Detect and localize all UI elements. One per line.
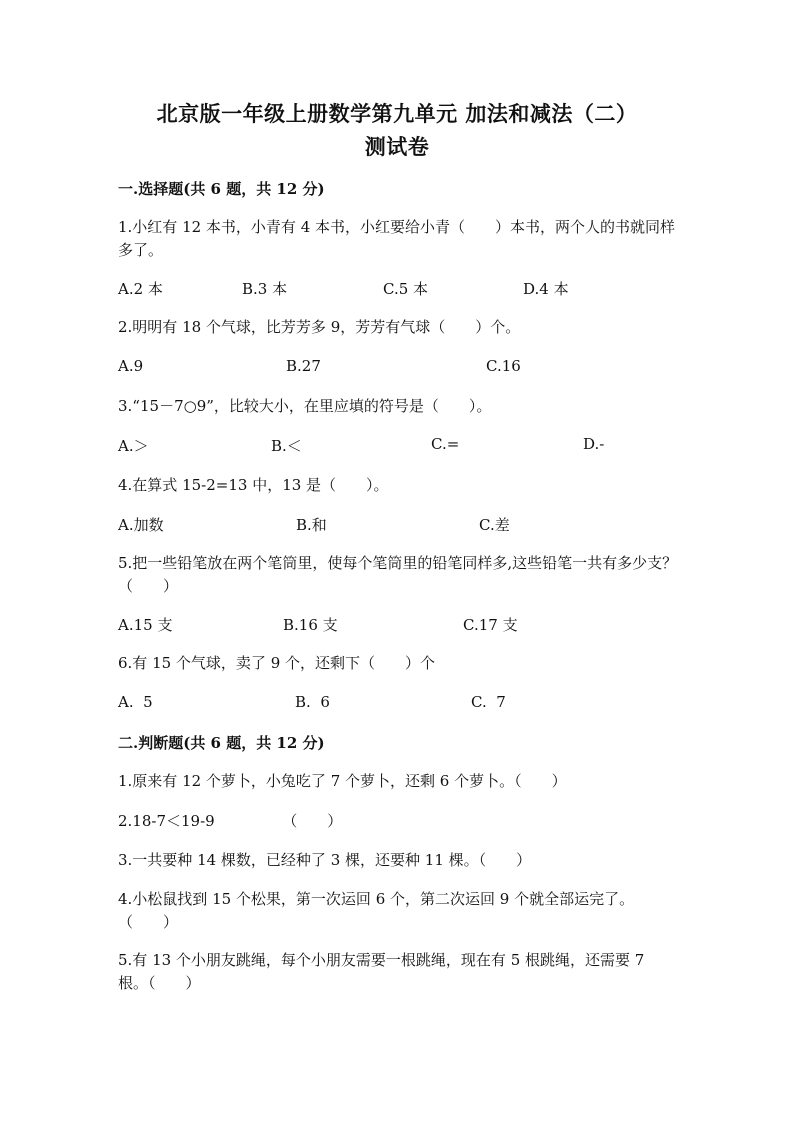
option-c: C.16 [486, 357, 521, 375]
page-subtitle: 测试卷 [364, 134, 430, 159]
option-a: A.15 支 [118, 616, 173, 634]
option-a: A.加数 [118, 516, 164, 534]
option-b: B.3 本 [242, 280, 288, 298]
option-c: C.差 [479, 516, 510, 534]
option-b: B.16 支 [283, 616, 338, 634]
question-6-options [118, 693, 678, 715]
judgement-1: 1.原来有 12 个萝卜，小兔吃了 7 个萝卜，还剩 6 个萝卜。（ ） [118, 772, 567, 790]
option-c: C.5 本 [383, 280, 429, 298]
question-4: 4.在算式 15-2=13 中，13 是（ ）。 [118, 476, 389, 494]
option-b: B. 6 [295, 693, 330, 711]
question-6: 6.有 15 个气球，卖了 9 个，还剩下（ ）个 [118, 654, 436, 672]
judgement-3: 3.一共要种 14 棵数，已经种了 3 棵，还要种 11 棵。（ ） [118, 851, 532, 869]
option-a: A.＞ [118, 437, 149, 455]
option-c: C. 7 [471, 693, 506, 711]
section-heading-choice: 一.选择题(共 6 题，共 12 分) [118, 180, 325, 198]
question-2-options [118, 357, 678, 379]
page-title: 北京版一年级上册数学第九单元 加法和减法（二） [156, 101, 638, 126]
question-1-options [118, 278, 678, 300]
option-a: A.9 [118, 357, 144, 375]
question-5: 5.把一些铅笔放在两个笔筒里，使每个笔筒里的铅笔同样多,这些铅笔一共有多少支？（ ） [118, 554, 678, 595]
judgement-2: 2.18-7＜19-9 （ ） [118, 812, 343, 830]
option-a: A. 5 [118, 693, 153, 711]
option-c: C.17 支 [463, 616, 518, 634]
question-2: 2.明明有 18 个气球，比芳芳多 9，芳芳有气球（ ）个。 [118, 318, 521, 336]
option-c: C.= [431, 435, 460, 453]
question-3: 3.“15－7○9”，比较大小，在里应填的符号是（ ）。 [118, 397, 492, 415]
judgement-4: 4.小松鼠找到 15 个松果，第一次运回 6 个，第二次运回 9 个就全部运完了。（ ） [118, 890, 635, 931]
question-4-options [118, 514, 678, 536]
option-d: D.4 本 [523, 280, 569, 298]
question-5-options [118, 614, 678, 636]
section-heading-judgement: 二.判断题(共 6 题，共 12 分) [118, 734, 325, 752]
option-b: B.和 [296, 516, 327, 534]
question-3-options [118, 435, 678, 457]
option-b: B.＜ [271, 437, 302, 455]
judgement-5: 5.有 13 个小朋友跳绳，每个小朋友需要一根跳绳，现在有 5 根跳绳，还需要 7 根。（ ） [118, 951, 645, 992]
option-d: D.- [583, 435, 605, 453]
option-b: B.27 [286, 357, 321, 375]
question-1: 1.小红有 12 本书，小青有 4 本书，小红要给小青（ ）本书，两个人的书就同样多了。 [118, 218, 676, 259]
option-a: A.2 本 [118, 280, 163, 298]
